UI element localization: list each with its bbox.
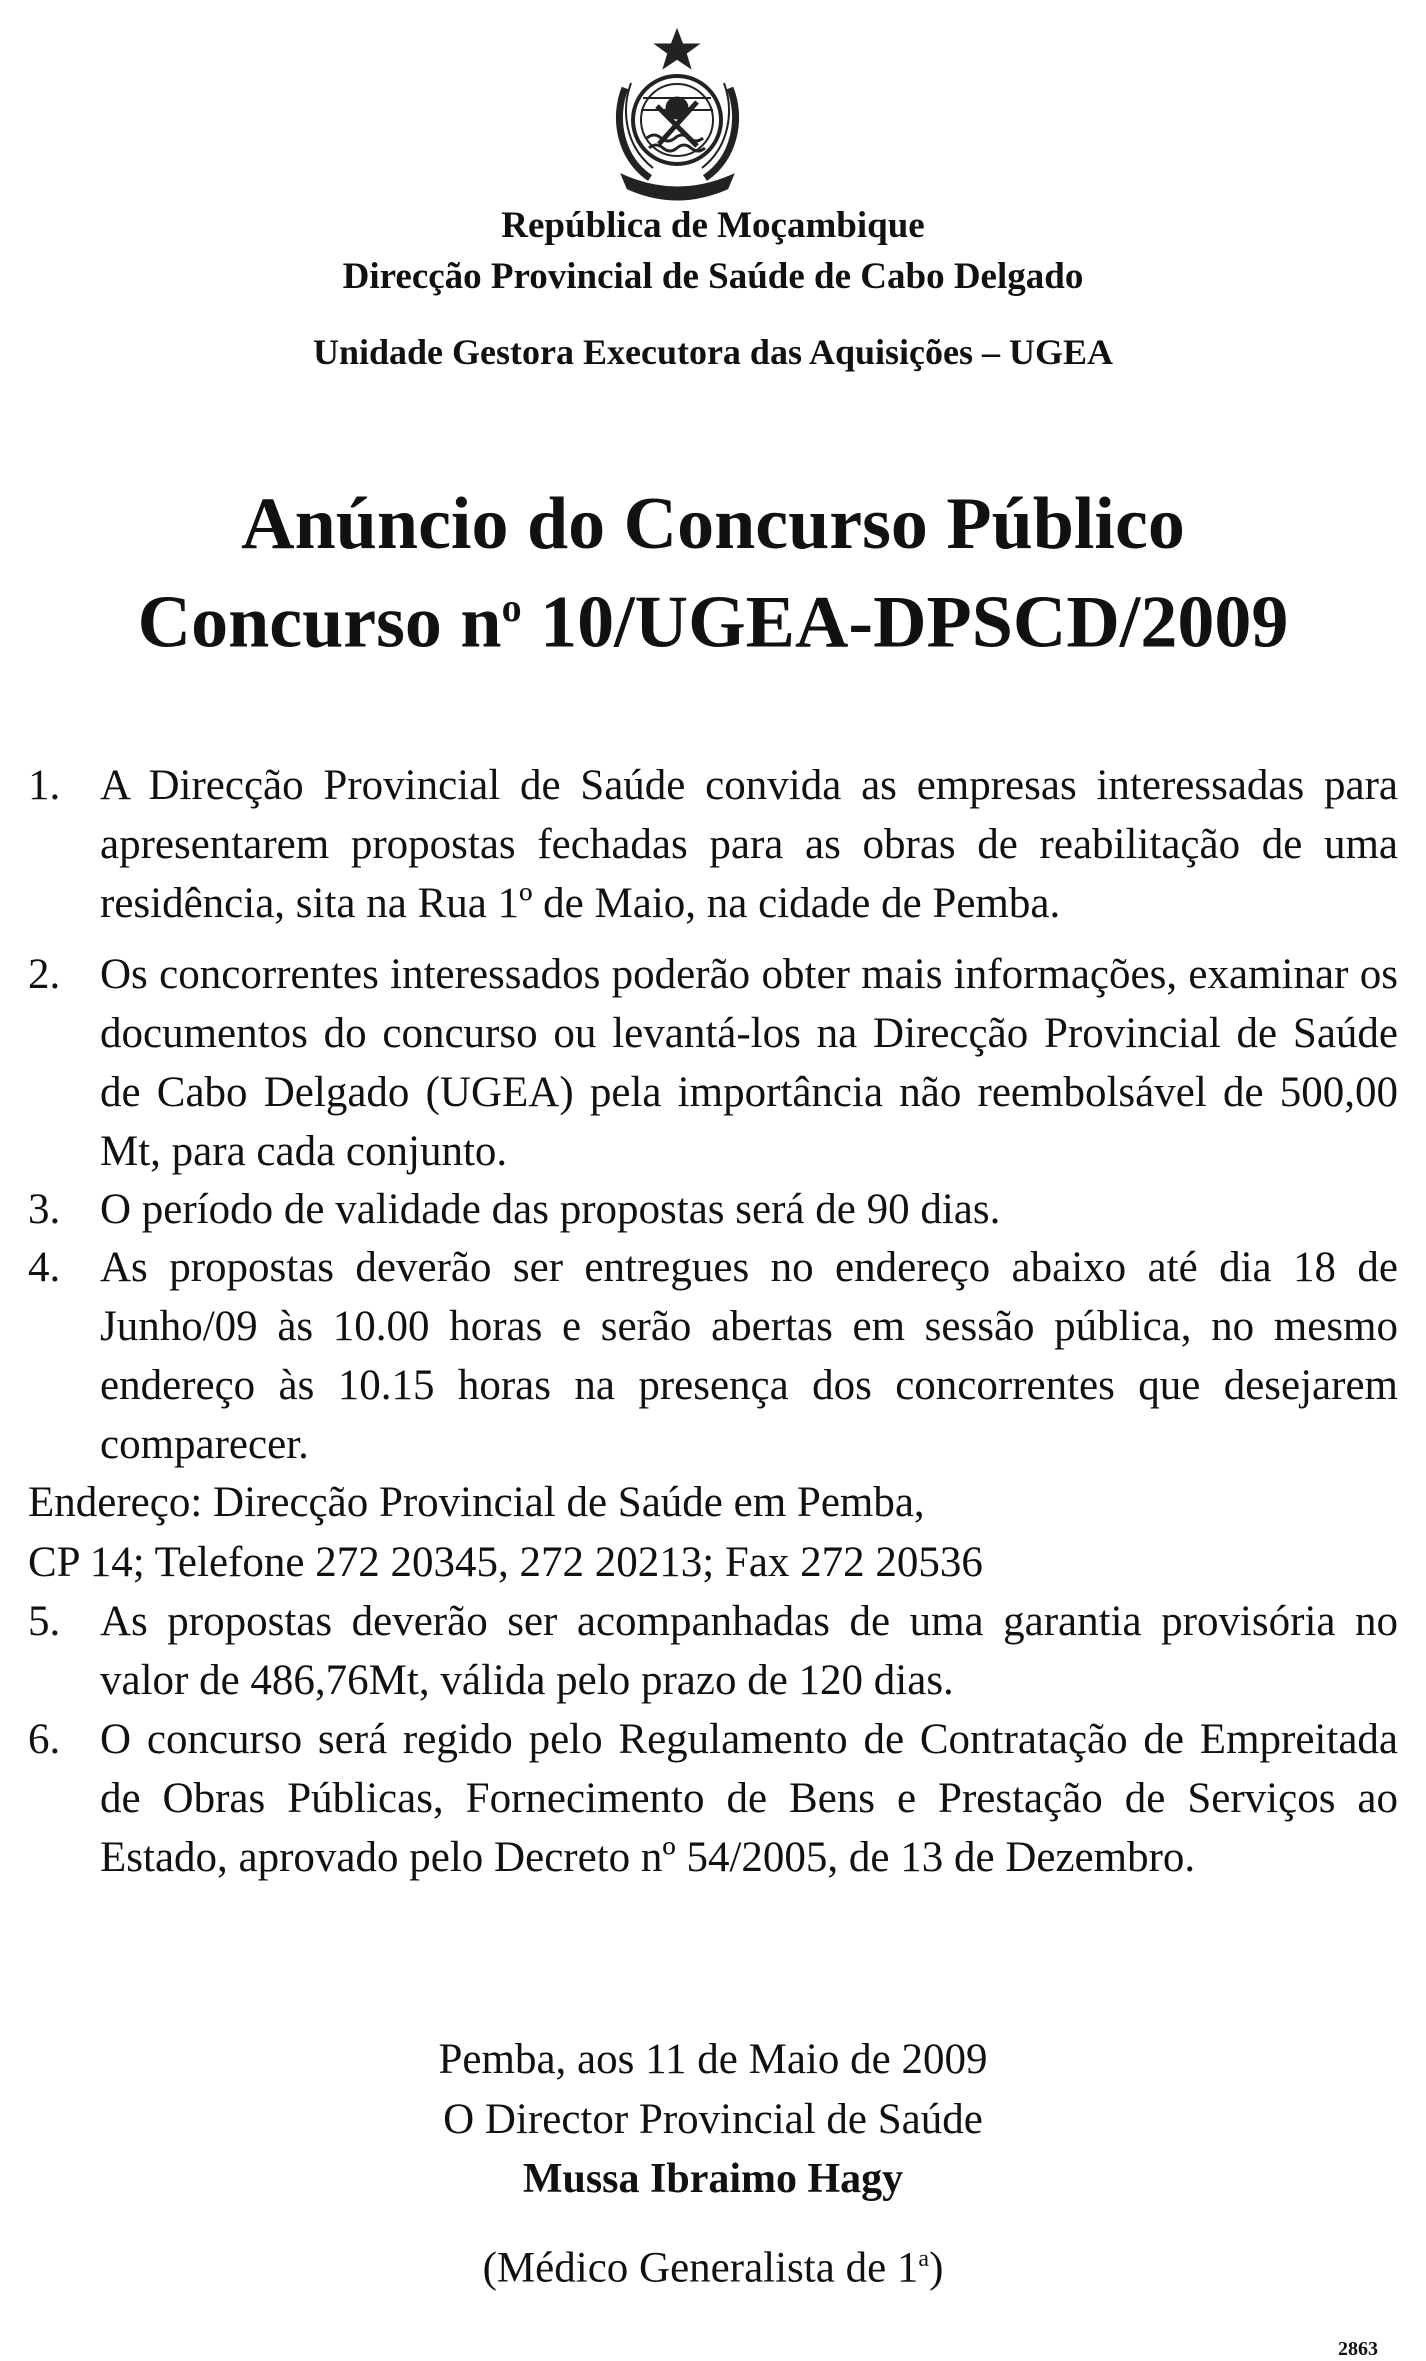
- tender-number: Concurso $n^o$ 10/UGEA-DPSCD/2009: [137, 581, 1289, 664]
- signatory-name: Mussa Ibraimo Hagy: [522, 2156, 904, 2202]
- item-text: As propostas deverão ser acompanhadas de uma garantia provisória no valor de 486,76Mt, válida pelo prazo de 120 dias.: [100, 1598, 1398, 1704]
- item-text: O concurso será regido pelo Regulamento de Contratação de Empreitada de Obras Públicas, Fornecimento de Bens e Prestação de Serviços ao Estado, aprovado pelo Decreto nº 54/2005, de 13 de Dezembro.: [100, 1716, 1398, 1881]
- item-text: O período de validade das propostas será de 90 dias.: [100, 1186, 1001, 1233]
- item-text: Os concorrentes interessados poderão obter mais informações, examinar os documentos do concurso ou levantá-los na Direcção Provincial de Saúde de Cabo Delgado (UGEA) pela importância não reembolsável de 500,00 Mt, para cada conjunto.: [100, 951, 1398, 1175]
- list-item: [28, 1180, 1398, 1240]
- place-date: Pemba, aos 11 de Maio de 2009: [438, 2036, 988, 2083]
- list-item: [28, 1592, 1398, 1712]
- announcement-title: Anúncio do Concurso Público: [241, 483, 1185, 565]
- item-number: 1.: [28, 762, 61, 809]
- address-line: Endereço: Direcção Provincial de Saúde em Pemba,: [28, 1479, 925, 1526]
- item-text: As propostas deverão ser entregues no endereço abaixo até dia 18 de Junho/09 às 10.00 horas e serão abertas em sessão pública, no mesmo endereço às 10.15 horas na presença dos concorrentes que desejarem comparecer.: [100, 1244, 1398, 1468]
- unit-name: Unidade Gestora Executora das Aquisições – UGEA: [312, 332, 1114, 372]
- list-item: [28, 1238, 1398, 1474]
- country-name: República de Moçambique: [501, 205, 925, 246]
- signatory-role: O Director Provincial de Saúde: [443, 2096, 983, 2143]
- coat-of-arms-icon: [595, 28, 760, 203]
- item-text: A Direcção Provincial de Saúde convida as empresas interessadas para apresentarem propostas fechadas para as obras de reabilitação de uma residência, sita na Rua 1º de Maio, na cidade de Pemba.: [100, 762, 1398, 927]
- signatory-qualification: (Médico Generalista de 1$^a$): [482, 2244, 944, 2292]
- list-item: [28, 1710, 1398, 1950]
- item-number: 5.: [28, 1598, 61, 1645]
- item-number: 2.: [28, 951, 61, 998]
- item-number: 4.: [28, 1244, 61, 1291]
- department-name: Direcção Provincial de Saúde de Cabo Delgado: [342, 256, 1084, 297]
- contact-line: CP 14; Telefone 272 20345, 272 20213; Fax 272 20536: [28, 1539, 983, 1586]
- item-number: 3.: [28, 1186, 61, 1233]
- list-item: [28, 945, 1398, 1181]
- item-number: 6.: [28, 1716, 61, 1763]
- list-item: [28, 756, 1398, 936]
- page-number: 2863: [1338, 2338, 1378, 2360]
